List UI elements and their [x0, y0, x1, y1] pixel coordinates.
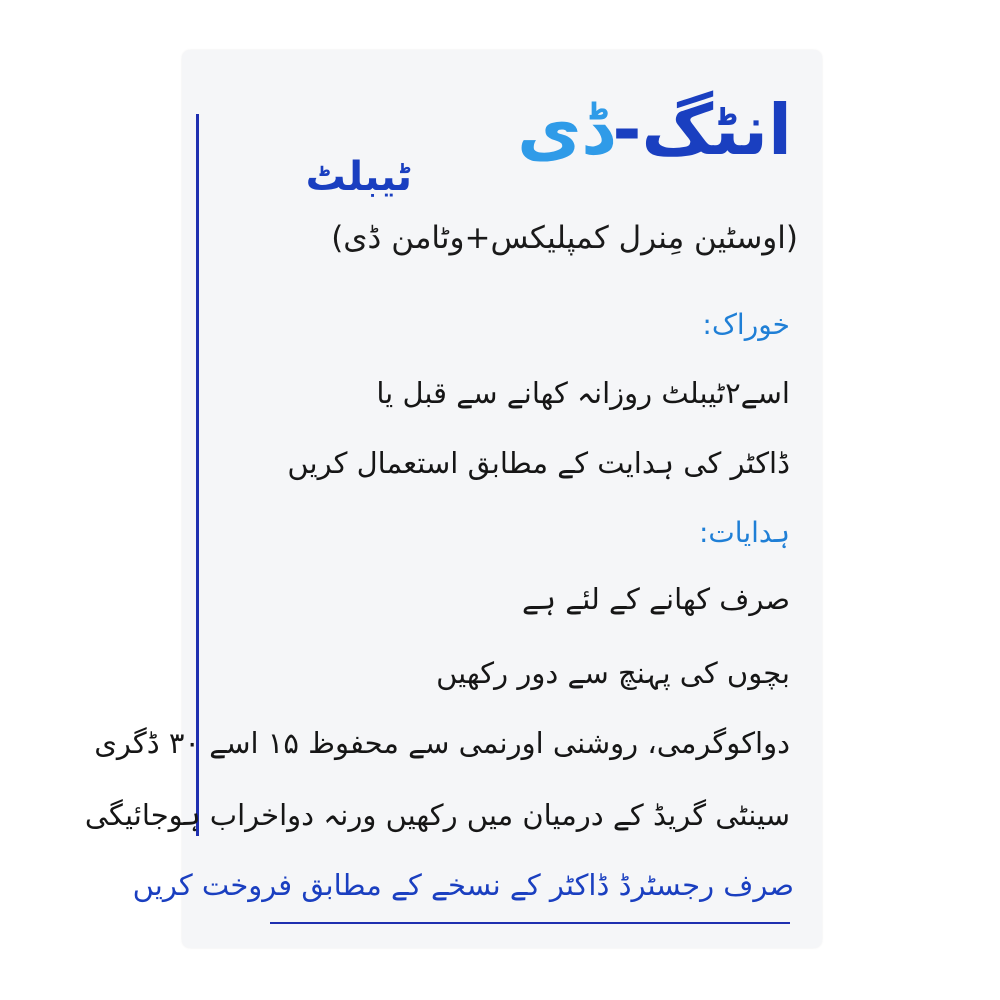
product-name-part1: انٹگ: [641, 89, 792, 171]
product-form: ٹیبلٹ: [305, 154, 412, 200]
dosage-line: اسے۲ٹیبلٹ روزانہ کھانے سے قبل یا: [376, 376, 790, 410]
dosage-line: ڈاکٹر کی ہدایت کے مطابق استعمال کریں: [287, 446, 790, 480]
dosage-heading: خوراک:: [702, 308, 790, 341]
product-name: [517, 89, 792, 171]
instructions-heading: ہدایات:: [699, 516, 790, 549]
product-name-part2: ڈی: [517, 89, 613, 171]
product-name-separator: -: [612, 89, 642, 171]
instruction-line: صرف کھانے کے لئے ہے: [522, 582, 790, 616]
footer-underline: [270, 922, 790, 924]
product-subtitle: (اوسٹین مِنرل کمپلیکس+وٹامن ڈی): [331, 220, 798, 256]
sale-notice: صرف رجسٹرڈ ڈاکٹر کے نسخے کے مطابق فروخت کریں: [132, 868, 794, 902]
instruction-line: دواکوگرمی، روشنی اورنمی سے محفوظ ۱۵ اسے ۳۰ ڈگری: [94, 726, 790, 760]
instruction-line: بچوں کی پہنچ سے دور رکھیں: [436, 656, 790, 690]
package-panel: [84, 50, 822, 948]
instruction-line: سینٹی گریڈ کے درمیان میں رکھیں ورنہ دواخراب ہوجائیگی: [84, 798, 790, 832]
